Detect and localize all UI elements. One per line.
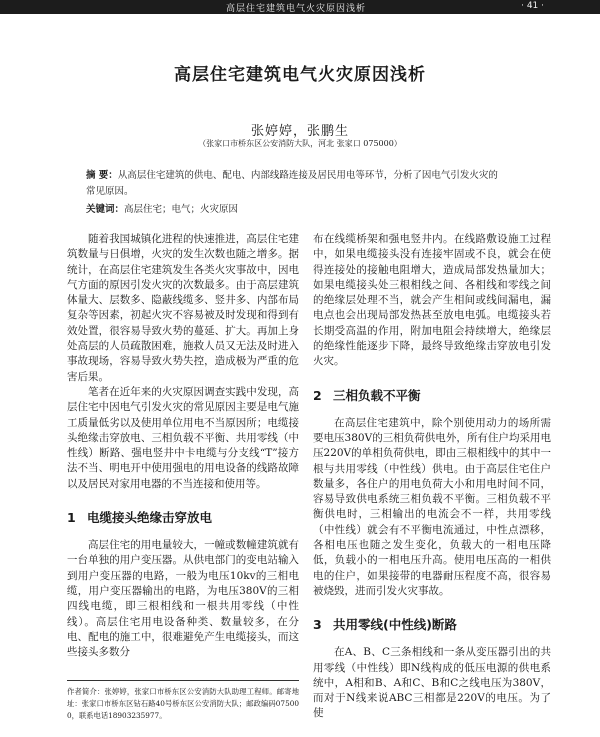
running-header: [0, 0, 600, 14]
running-title: 高层住宅建筑电气火灾原因浅析: [226, 4, 367, 14]
footnote-rule: [67, 680, 299, 681]
keywords-text: 高层住宅；电气；火灾原因: [124, 204, 239, 215]
left-column: [67, 232, 299, 660]
right-column: [313, 232, 551, 722]
abstract-label: 摘 要：: [86, 170, 118, 181]
section-3-number: 3: [313, 617, 322, 633]
authors: 张婷婷，张鹏生: [250, 124, 349, 139]
author-footnote: 作者简介：张婷婷，张家口市桥东区公安消防大队助理工程师。邮寄地址：张家口市桥东区钻石路40号桥东区公安消防大队；邮政编码075000，联系电话18903235977。: [67, 687, 299, 720]
section-1-continuation: 布在线缆桥架和强电竖井内。在线路敷设施工过程中，如果电缆接头没有连接牢固或不良，就会在使得连接处的接触电阻增大，造成局部发热量加大；如果电缆接头处三根相线之间、各相线和零线之间的绝缘层处理不当，就会产生相间或线间漏电，漏电点也会出现局部发热甚至放电电弧。电缆接头若长期受高温的作用，附加电阻会持续增大，绝缘层的绝缘性能逐步下降，最终导致绝缘击穿放电引发火灾。: [313, 233, 551, 368]
abstract-text: 从高层住宅建筑的供电、配电、内部线路连接及居民用电等环节，分析了因电气引发火灾的常见原因。: [86, 170, 498, 197]
keywords: [86, 202, 506, 218]
section-1-heading: [67, 508, 299, 526]
intro-paragraph-1: 随着我国城镇化进程的快速推进，高层住宅建筑数量与日俱增，火灾的发生次数也随之增多。据统计，在高层住宅建筑发生各类火灾事故中，因电气方面的原因引发火灾的次数最多。由于高层建筑体量大、层数多、隐蔽线缆多、竖井多、内部布局复杂等因素，初起火灾不容易被及时发现和得到有效处置，很容易导致火势的蔓延、扩大。再加上身处高层的人员疏散困难，施救人员又无法及时进入事故现场，容易导致火势失控，造成极为严重的危害后果。: [67, 233, 299, 383]
section-3-heading: [313, 615, 551, 633]
article-title: 高层住宅建筑电气火灾原因浅析: [174, 65, 426, 85]
section-3-title: 共用零线(中性线)断路: [333, 617, 457, 633]
section-2-number: 2: [313, 387, 322, 403]
section-2-title: 三相负载不平衡: [333, 387, 421, 403]
keywords-label: 关键词：: [86, 204, 125, 215]
section-2-heading: [313, 386, 551, 404]
page-number: · 41 ·: [521, 1, 544, 11]
section-1-paragraph: 高层住宅的用电量较大，一幢或数幢建筑就有一台单独的用户变压器。从供电部门的变电站输入到用户变压器的电路，一般为电压10kv的三相电缆，用户变压器输出的电路，为电压380V的三相四线电缆，即三根相线和一根共用零线（中性线）。高层住宅用电设备种类、数量较多，在分电、配电的施工中，很难避免产生电缆接头，而这些接头多数分: [67, 539, 299, 659]
section-3-paragraph: 在A、B、C三条相线和一条从变压器引出的共用零线（中性线）即N线构成的低压电源的供电系统中，A相和B、A和C、B和C之线电压为380V，而对于N线来说ABC三相都是220V的电压。为了使: [313, 646, 551, 720]
section-1-title: 电缆接头绝缘击穿放电: [87, 510, 213, 526]
section-1-number: 1: [67, 510, 76, 526]
section-2-paragraph: 在高层住宅建筑中，除个别使用动力的场所需要电压380V的三相负荷供电外，所有住户均采用电压220V的单相负荷供电，即由三根相线中的其中一根与共用零线（中性线）供电。由于高层住宅住户数量多，各住户的用电负荷大小和用电时间不同，容易导致供电系统三相负载不平衡。三相负载不平衡供电时，三相输出的电流会不一样，共用零线（中性线）就会有不平衡电流通过，中性点漂移，各相电压也随之发生变化，负载大的一相电压降低，负载小的一相电压升高。使用电压高的一相供电的住户，如果接带的电器耐压程度不高，很容易被烧毁，进而引发火灾事故。: [313, 416, 551, 597]
abstract: [86, 168, 506, 200]
intro-paragraph-2: 笔者在近年来的火灾原因调查实践中发现，高层住宅中因电气引发火灾的常见原因主要是电气施工质量低劣以及使用单位用电不当原因所；电缆接头绝缘击穿放电、三相负载不平衡、共用零线（中性线）断路、强电竖井中卡电缆与分支线“T”接方法不当、明电开中使用强电的用电设备的线路故障以及居民对家用电器的不当连接和使用等。: [67, 385, 299, 490]
affiliation: （张家口市桥东区公安消防大队，河北 张家口 075000）: [198, 139, 402, 148]
